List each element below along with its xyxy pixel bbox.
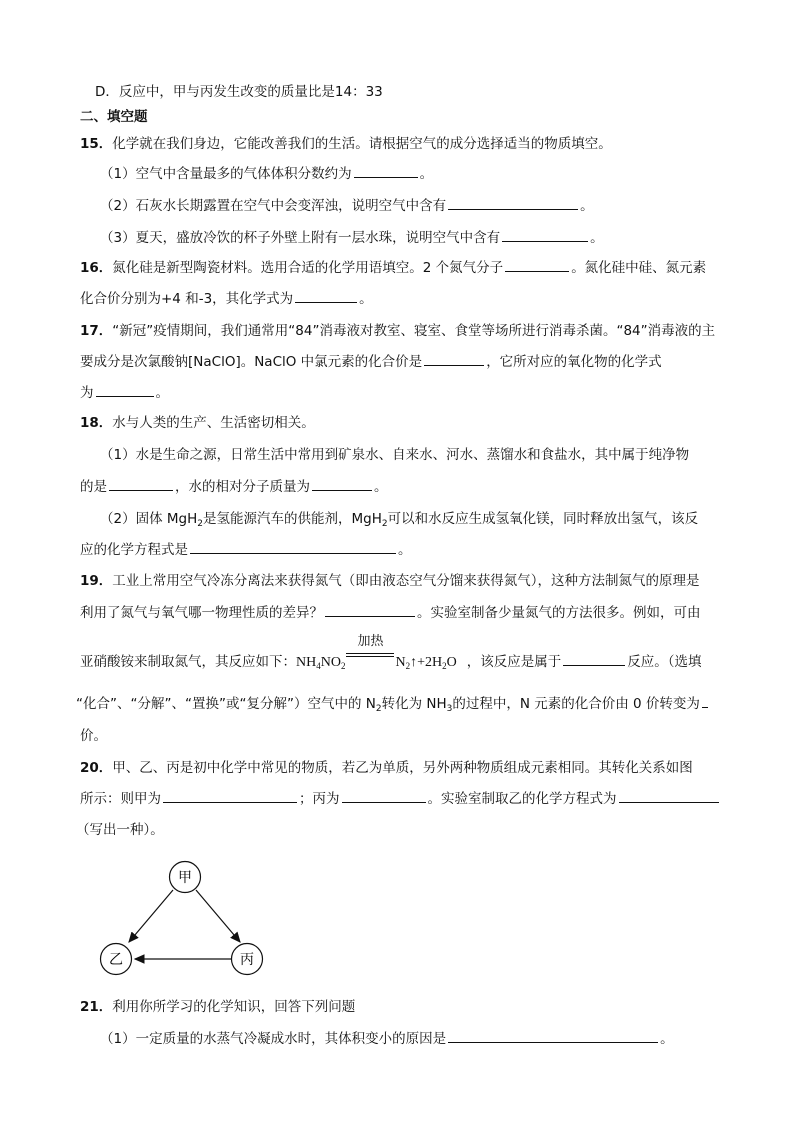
q18-p2-l2-text: 应的化学方程式是 xyxy=(80,542,188,558)
q21-stem xyxy=(80,998,355,1016)
q17-blank2[interactable] xyxy=(96,384,154,397)
q16-l1-text: 氮化硅是新型陶瓷材料。选用合适的化学用语填空。2 个氮气分子 xyxy=(112,260,504,276)
q16-number: 16． xyxy=(80,260,113,276)
q19-l3-mid: ，该反应是属于 xyxy=(466,654,562,670)
q16-line2 xyxy=(80,290,373,308)
q21-number: 21． xyxy=(80,999,113,1015)
q16-blank2[interactable] xyxy=(295,290,357,303)
q19-number: 19． xyxy=(80,573,113,589)
q19-line4 xyxy=(76,695,710,713)
q18-blank3[interactable] xyxy=(190,541,396,554)
q19-sub-2: 2 xyxy=(375,704,382,714)
eq-sub-4: 4 xyxy=(316,661,321,671)
q15-p2-blank[interactable] xyxy=(448,197,578,210)
q19-blank1[interactable] xyxy=(325,604,415,617)
q15-p1-text: （1）空气中含量最多的气体体积分数约为 xyxy=(100,166,352,182)
node-bing xyxy=(232,944,263,975)
node-yi xyxy=(101,944,132,975)
q21-p1-text: （1）一定质量的水蒸气冷凝成水时，其体积变小的原因是 xyxy=(100,1031,447,1047)
q14-option-d: D．反应中，甲与丙发生改变的质量比是14：33 xyxy=(95,84,383,100)
q20-line2 xyxy=(80,790,721,808)
q18-p1-l2-c: 。 xyxy=(374,479,388,495)
q19-line1 xyxy=(80,572,700,590)
q18-p1-l2-b: ，水的相对分子质量为 xyxy=(175,479,310,495)
q19-blank3[interactable] xyxy=(702,695,708,708)
q21-blank1[interactable] xyxy=(448,1030,658,1043)
q17-line3 xyxy=(80,384,169,402)
q20-blank1[interactable] xyxy=(163,790,297,803)
q19-l2-text: 利用了氮气与氧气哪一物理性质的差异？ xyxy=(80,605,323,621)
q15-p2-end: 。 xyxy=(580,198,594,214)
q15-p3-end: 。 xyxy=(590,230,604,246)
eq-sub-2b: 2 xyxy=(405,661,411,671)
q21-text: 利用你所学习的化学知识，回答下列问题 xyxy=(112,999,356,1015)
q21-part1 xyxy=(100,1030,674,1048)
q16-line1 xyxy=(80,259,706,277)
section-title: 二、填空题 xyxy=(80,109,148,125)
q18-p2-line1 xyxy=(100,510,698,528)
q15-p1-blank[interactable] xyxy=(354,165,418,178)
q19-l4-b: 转化为 NH xyxy=(381,696,447,712)
eq-n: N xyxy=(395,655,406,670)
q17-l3-text: 为 xyxy=(80,385,94,401)
q18-p2-b: 是氢能源汽车的供能剂，MgH xyxy=(202,511,382,527)
q19-l1-text: 工业上常用空气冷冻分离法来获得氮气（即由液态空气分馏来获得氮气），这种方法制氮气的原理是 xyxy=(112,573,700,589)
q17-l3-end: 。 xyxy=(155,385,169,401)
q17-l2-text: 要成分是次氯酸钠[NaClO]。NaClO 中氯元素的化合价是 xyxy=(80,354,423,370)
q17-blank1[interactable] xyxy=(424,353,484,366)
q20-number: 20． xyxy=(80,760,113,776)
node-jia-label: 甲 xyxy=(178,870,192,886)
arrow-jia-to-bing xyxy=(196,890,240,942)
q17-line2 xyxy=(80,353,662,371)
q20-blank3[interactable] xyxy=(619,790,719,803)
q15-p1-end: 。 xyxy=(419,166,434,182)
q16-l2-end: 。 xyxy=(359,291,373,307)
q18-p1-l2-a: 的是 xyxy=(80,479,107,495)
q21-p1-end: 。 xyxy=(660,1031,674,1047)
q15-p3-text: （3）夏天，盛放冷饮的杯子外壁上附有一层水珠，说明空气中含有 xyxy=(100,230,501,246)
q20-line3: （写出一种）。 xyxy=(76,822,164,838)
q16-l1-end: 。氮化硅中硅、氮元素 xyxy=(571,260,707,276)
eq-nh: NH xyxy=(296,655,317,670)
q17-l2-end: ，它所对应的氧化物的化学式 xyxy=(486,354,662,370)
q20-l2-a: 所示：则甲为 xyxy=(80,791,161,807)
q16-blank1[interactable] xyxy=(505,259,569,272)
q18-p2-c: 可以和水反应生成氢氧化镁，同时释放出氢气，该反 xyxy=(387,511,699,527)
q19-equation xyxy=(296,633,457,671)
q16-l2-text: 化合价分别为+4 和-3，其化学式为 xyxy=(80,291,294,307)
q15-part3 xyxy=(100,229,604,247)
q19-l4-a: “化合”、“分解”、“置换”或“复分解”）空气中的 N xyxy=(76,696,376,712)
q20-l2-c: 。实验室制取乙的化学方程式为 xyxy=(427,791,617,807)
q18-blank1[interactable] xyxy=(109,478,173,491)
q20-blank2[interactable] xyxy=(342,790,426,803)
q15-part1 xyxy=(100,165,433,183)
q19-sub-3: 3 xyxy=(446,704,453,714)
reaction-condition xyxy=(346,633,394,666)
q15-number: 15． xyxy=(80,136,113,152)
q18-stem xyxy=(80,414,315,432)
q18-p2-l2-end: 。 xyxy=(398,542,412,558)
eq-h: ↑+2H xyxy=(410,655,443,670)
q18-p2-a: （2）固体 MgH xyxy=(100,511,198,527)
q18-p1-line1: （1）水是生命之源，日常生活中常用到矿泉水、自来水、河水、蒸馏水和食盐水，其中属于纯净物 xyxy=(100,447,690,463)
condition-label: 加热 xyxy=(357,633,384,648)
conversion-diagram xyxy=(95,856,275,981)
q18-sub-2a: 2 xyxy=(197,519,203,529)
q20-line1 xyxy=(80,759,693,777)
node-bing-label: 丙 xyxy=(240,952,254,968)
q19-line5: 价。 xyxy=(80,728,107,744)
q15-part2 xyxy=(100,197,594,215)
node-yi-label: 乙 xyxy=(109,952,123,968)
q18-p1-line2 xyxy=(80,478,388,496)
q15-text: 化学就在我们身边，它能改善我们的生活。请根据空气的成分选择适当的物质填空。 xyxy=(112,136,612,152)
eq-no: NO xyxy=(320,655,341,670)
q15-stem xyxy=(80,135,612,153)
q19-blank2[interactable] xyxy=(563,653,625,666)
eq-o: O xyxy=(446,655,457,670)
q18-blank2[interactable] xyxy=(312,478,372,491)
q19-l3-text: 亚硝酸铵来制取氮气，其反应如下： xyxy=(80,654,296,670)
q19-l3-end: 反应。（选填 xyxy=(627,654,702,670)
q18-p2-line2 xyxy=(80,541,412,559)
q15-p2-text: （2）石灰水长期露置在空气中会变浑浊，说明空气中含有 xyxy=(100,198,447,214)
q18-number: 18． xyxy=(80,415,113,431)
q15-p3-blank[interactable] xyxy=(502,229,588,242)
q17-line1 xyxy=(80,322,715,340)
q19-line2 xyxy=(80,604,701,622)
eq-sub-2a: 2 xyxy=(340,661,346,671)
q17-l1-text: “新冠”疫情期间，我们通常用“84”消毒液对教室、寝室、食堂等场所进行消毒杀菌。“84”消毒液的主 xyxy=(112,323,716,339)
q19-l2-end: 。实验室制备少量氮气的方法很多。例如，可由 xyxy=(417,605,701,621)
q18-sub-2b: 2 xyxy=(381,519,388,529)
eq-sub-2c: 2 xyxy=(442,661,447,671)
q17-number: 17． xyxy=(80,323,113,339)
arrow-jia-to-yi xyxy=(129,890,173,942)
q18-text: 水与人类的生产、生活密切相关。 xyxy=(112,415,315,431)
q19-line3 xyxy=(80,633,702,672)
q19-l4-c: 的过程中，N 元素的化合价由 0 价转变为 xyxy=(452,696,700,712)
q20-l2-b: ；丙为 xyxy=(299,791,340,807)
q20-l1-text: 甲、乙、丙是初中化学中常见的物质，若乙为单质，另外两种物质组成元素相同。其转化关系如图 xyxy=(112,760,693,776)
node-jia xyxy=(170,862,201,893)
